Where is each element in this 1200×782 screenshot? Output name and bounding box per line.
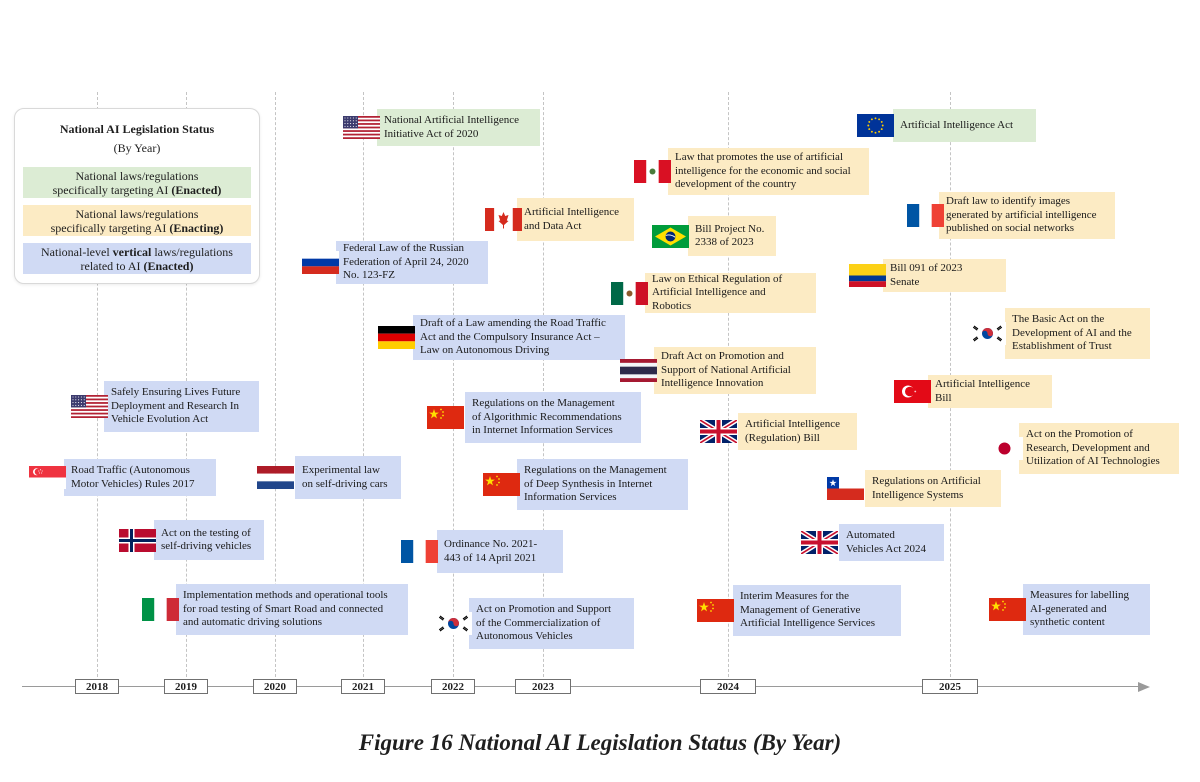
entry-text: Bill 091 of 2023 Senate <box>883 259 1006 292</box>
france-flag-icon <box>907 204 944 232</box>
entry-text: Act on Promotion and Support of the Commercialization of Autonomous Vehicles <box>469 598 634 649</box>
entry-text: Experimental law on self-driving cars <box>295 456 401 499</box>
korea-flag-icon <box>969 322 1006 350</box>
france-flag-icon <box>401 540 438 568</box>
entry-text: Interim Measures for the Management of Generative Artificial Intelligence Services <box>733 585 901 636</box>
year-label-2021: 2021 <box>341 679 385 694</box>
singapore-flag-icon <box>29 466 66 494</box>
entry-text: Implementation methods and operational tools for road testing of Smart Road and connected and automatic driving solutions <box>176 584 408 635</box>
colombia-flag-icon <box>849 264 886 292</box>
entry-text: The Basic Act on the Development of AI and the Establishment of Trust <box>1005 308 1150 359</box>
uk-flag-icon <box>801 531 838 559</box>
entry-text: Artificial Intelligence (Regulation) Bill <box>738 413 857 450</box>
netherlands-flag-icon <box>257 466 294 494</box>
year-label-2023: 2023 <box>515 679 571 694</box>
year-label-2020: 2020 <box>253 679 297 694</box>
turkey-flag-icon <box>894 380 931 408</box>
entry-text: Measures for labelling AI-generated and synthetic content <box>1023 584 1150 635</box>
usa-flag-icon <box>71 395 108 423</box>
year-label-2018: 2018 <box>75 679 119 694</box>
canada-flag-icon <box>485 208 522 236</box>
russia-flag-icon <box>302 251 339 279</box>
thailand-flag-icon <box>620 359 657 387</box>
norway-flag-icon <box>119 529 156 557</box>
legend-box <box>14 108 260 284</box>
italy-flag-icon <box>142 598 179 626</box>
entry-text: Road Traffic (Autonomous Motor Vehicles) Rules 2017 <box>64 459 216 496</box>
legend-item-vertical <box>23 243 251 274</box>
year-label-2019: 2019 <box>164 679 208 694</box>
japan-flag-icon <box>986 437 1023 465</box>
entry-text: Regulations on the Management of Algorithmic Recommendations in Internet Information Services <box>465 392 641 443</box>
entry-text: Regulations on Artificial Intelligence Systems <box>865 470 1001 507</box>
legend-item-vertical-text: National-level vertical laws/regulations related to AI (Enacted) <box>41 244 233 273</box>
entry-text: Act on the testing of self-driving vehicles <box>154 520 264 560</box>
entry-text: Regulations on the Management of Deep Synthesis in Internet Information Services <box>517 459 688 510</box>
gridline-2023 <box>543 92 544 682</box>
entry-text: Draft Act on Promotion and Support of National Artificial Intelligence Innovation <box>654 347 816 394</box>
entry-text: Artificial Intelligence Bill <box>928 375 1052 408</box>
legend-item-enacting <box>23 205 251 236</box>
china-flag-icon <box>697 599 734 627</box>
entry-text: Artificial Intelligence and Data Act <box>517 198 634 241</box>
legend-title: National AI Legislation Status <box>59 122 215 136</box>
china-flag-icon <box>483 473 520 501</box>
germany-flag-icon <box>378 326 415 354</box>
legend-subtitle: (By Year) <box>113 141 161 155</box>
entry-text: Automated Vehicles Act 2024 <box>839 524 944 561</box>
legend-item-enacted-text: National laws/regulations specifically targeting AI (Enacted) <box>52 168 222 197</box>
entry-text: Act on the Promotion of Research, Development and Utilization of AI Technologies <box>1019 423 1179 474</box>
year-label-2022: 2022 <box>431 679 475 694</box>
peru-flag-icon <box>634 160 671 188</box>
china-flag-icon <box>427 406 464 434</box>
gridline-2022 <box>453 92 454 682</box>
year-label-2025: 2025 <box>922 679 978 694</box>
timeline-arrow-icon <box>1138 682 1150 692</box>
korea-flag-icon <box>435 612 472 640</box>
legend-item-enacting-text: National laws/regulations specifically targeting AI (Enacting) <box>50 206 224 235</box>
usa-flag-icon <box>343 116 380 144</box>
entry-text: Draft of a Law amending the Road Traffic Act and the Compulsory Insurance Act – Law on Autonomous Driving <box>413 315 625 360</box>
entry-text: Draft law to identify images generated by artificial intelligence published on social networks <box>939 192 1115 239</box>
legend-item-enacted <box>23 167 251 198</box>
entry-text: Artificial Intelligence Act <box>893 109 1036 142</box>
entry-text: Ordinance No. 2021- 443 of 14 April 2021 <box>437 530 563 573</box>
eu-flag-icon <box>857 114 894 142</box>
entry-text: Law on Ethical Regulation of Artificial Intelligence and Robotics <box>645 273 816 313</box>
china-flag-icon <box>989 598 1026 626</box>
entry-text: Safely Ensuring Lives Future Deployment and Research In Vehicle Evolution Act <box>104 381 259 432</box>
figure-caption: Figure 16 National AI Legislation Status (By Year) <box>358 730 842 755</box>
brazil-flag-icon <box>652 225 689 253</box>
entry-text: Bill Project No. 2338 of 2023 <box>688 216 776 256</box>
entry-text: Law that promotes the use of artificial intelligence for the economic and social development of the country <box>668 148 869 195</box>
uk-flag-icon <box>700 420 737 448</box>
mexico-flag-icon <box>611 282 648 310</box>
year-label-2024: 2024 <box>700 679 756 694</box>
entry-text: Federal Law of the Russian Federation of April 24, 2020 No. 123-FZ <box>336 241 488 284</box>
chile-flag-icon <box>827 477 864 505</box>
entry-text: National Artificial Intelligence Initiative Act of 2020 <box>377 109 540 146</box>
